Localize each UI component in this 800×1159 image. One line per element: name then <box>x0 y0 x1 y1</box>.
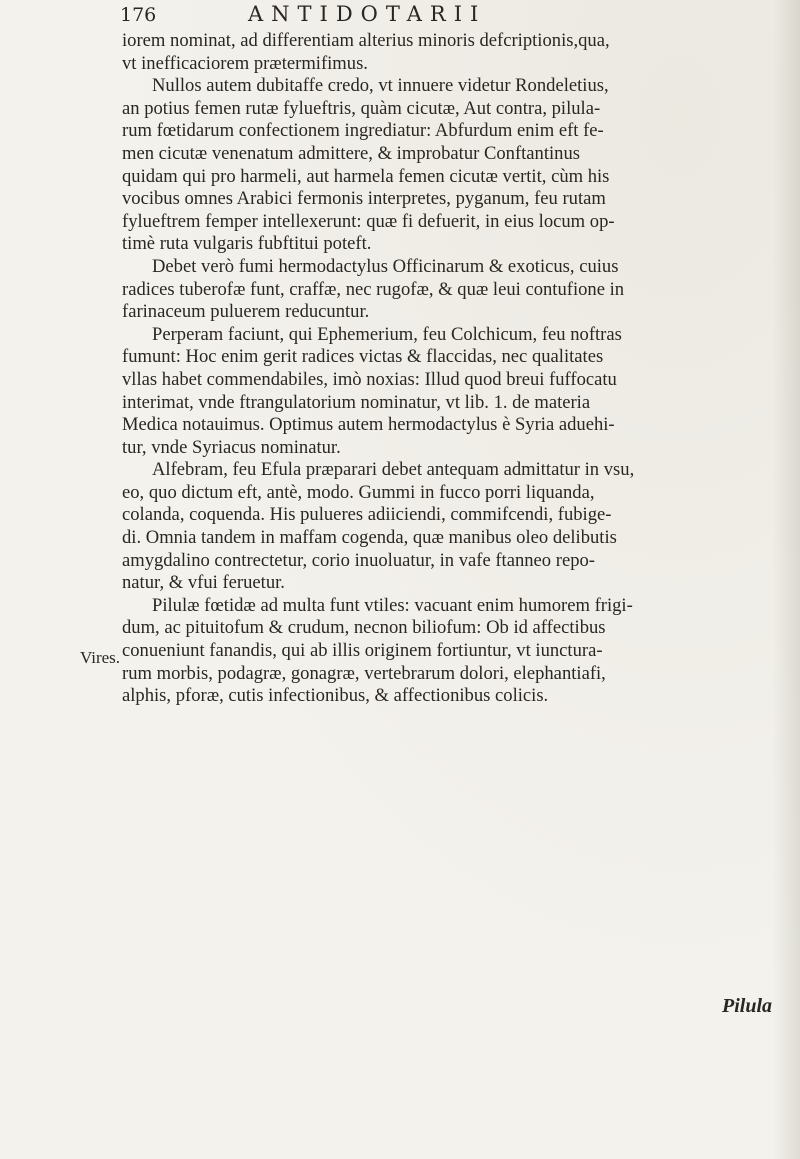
text-line: fylueftrem femper intellexerunt: quæ fi defuerit, in eius locum op- <box>122 210 615 232</box>
page-number: 176 <box>120 4 157 26</box>
text-line: an potius femen rutæ fylueftris, quàm cicutæ, Aut contra, pilula- <box>122 97 601 119</box>
text-line: iorem nominat, ad differentiam alterius minoris defcriptionis,qua, <box>122 30 610 51</box>
body-text <box>122 30 790 708</box>
text-line: farinaceum puluerem reducuntur. <box>122 301 370 323</box>
text-line: amygdalino contrectetur, corio inuoluatur, in vafe ftanneo repo- <box>122 549 595 571</box>
text-line: eo, quo dictum eft, antè, modo. Gummi in fucco porri liquanda, <box>122 481 595 503</box>
paragraph-start-line: Perperam faciunt, qui Ephemerium, feu Colchicum, feu noftras <box>152 323 622 345</box>
text-line: rum morbis, podagræ, gonagræ, vertebrarum dolori, elephantiafi, <box>122 662 606 684</box>
text-line: radices tuberofæ funt, craffæ, nec rugofæ, & quæ leui contufione in <box>122 278 625 300</box>
text-line: vocibus omnes Arabici fermonis interpretes, pyganum, feu rutam <box>122 188 606 210</box>
text-line: tur, vnde Syriacus nominatur. <box>122 436 341 458</box>
running-head: ANTIDOTARII <box>248 2 487 26</box>
catchword: Pilula <box>722 995 773 1017</box>
margin-note: Vires. <box>80 648 121 667</box>
paragraph-start-line: Debet verò fumi hermodactylus Officinarum & exoticus, cuius <box>152 255 619 277</box>
text-line: colanda, coquenda. His pulueres adiiciendi, commifcendi, fubige- <box>122 504 612 526</box>
text-line: quidam qui pro harmeli, aut harmela femen cicutæ vertit, cùm his <box>122 165 610 187</box>
text-line: men cicutæ venenatum admittere, & improbatur Conftantinus <box>122 142 581 164</box>
text-line: fumunt: Hoc enim gerit radices victas & flaccidas, nec qualitates <box>122 346 604 368</box>
text-line: natur, & vfui feruetur. <box>122 572 285 594</box>
text-line: dum, ac pituitofum & crudum, necnon biliofum: Ob id affectibus <box>122 617 606 639</box>
text-line: vllas habet commendabiles, imò noxias: Illud quod breui fuffocatu <box>122 368 617 390</box>
text-line: Medica notauimus. Optimus autem hermodactylus è Syria aduehi- <box>122 414 615 436</box>
paragraph-start-line: Alfebram, feu Efula præparari debet antequam admittatur in vsu, <box>152 459 635 481</box>
text-line: rum fœtidarum confectionem ingrediatur: Abfurdum enim eft fe- <box>122 120 604 142</box>
text-line: alphis, pforæ, cutis infectionibus, & affectionibus colicis. <box>122 685 549 707</box>
text-line: conueniunt fanandis, qui ab illis originem fortiuntur, vt iunctura- <box>122 640 603 662</box>
text-line: timè ruta vulgaris fubftitui poteft. <box>122 233 372 255</box>
text-line: di. Omnia tandem in maffam cogenda, quæ manibus oleo delibutis <box>122 527 617 549</box>
text-line: vt inefficaciorem prætermifimus. <box>122 52 368 74</box>
paragraph-start-line: Pilulæ fœtidæ ad multa funt vtiles: vacuant enim humorem frigi- <box>152 594 633 616</box>
text-line: interimat, vnde ftrangulatorium nominatur, vt lib. 1. de materia <box>122 391 591 413</box>
paragraph-start-line: Nullos autem dubitaffe credo, vt innuere videtur Rondeletius, <box>152 75 609 97</box>
